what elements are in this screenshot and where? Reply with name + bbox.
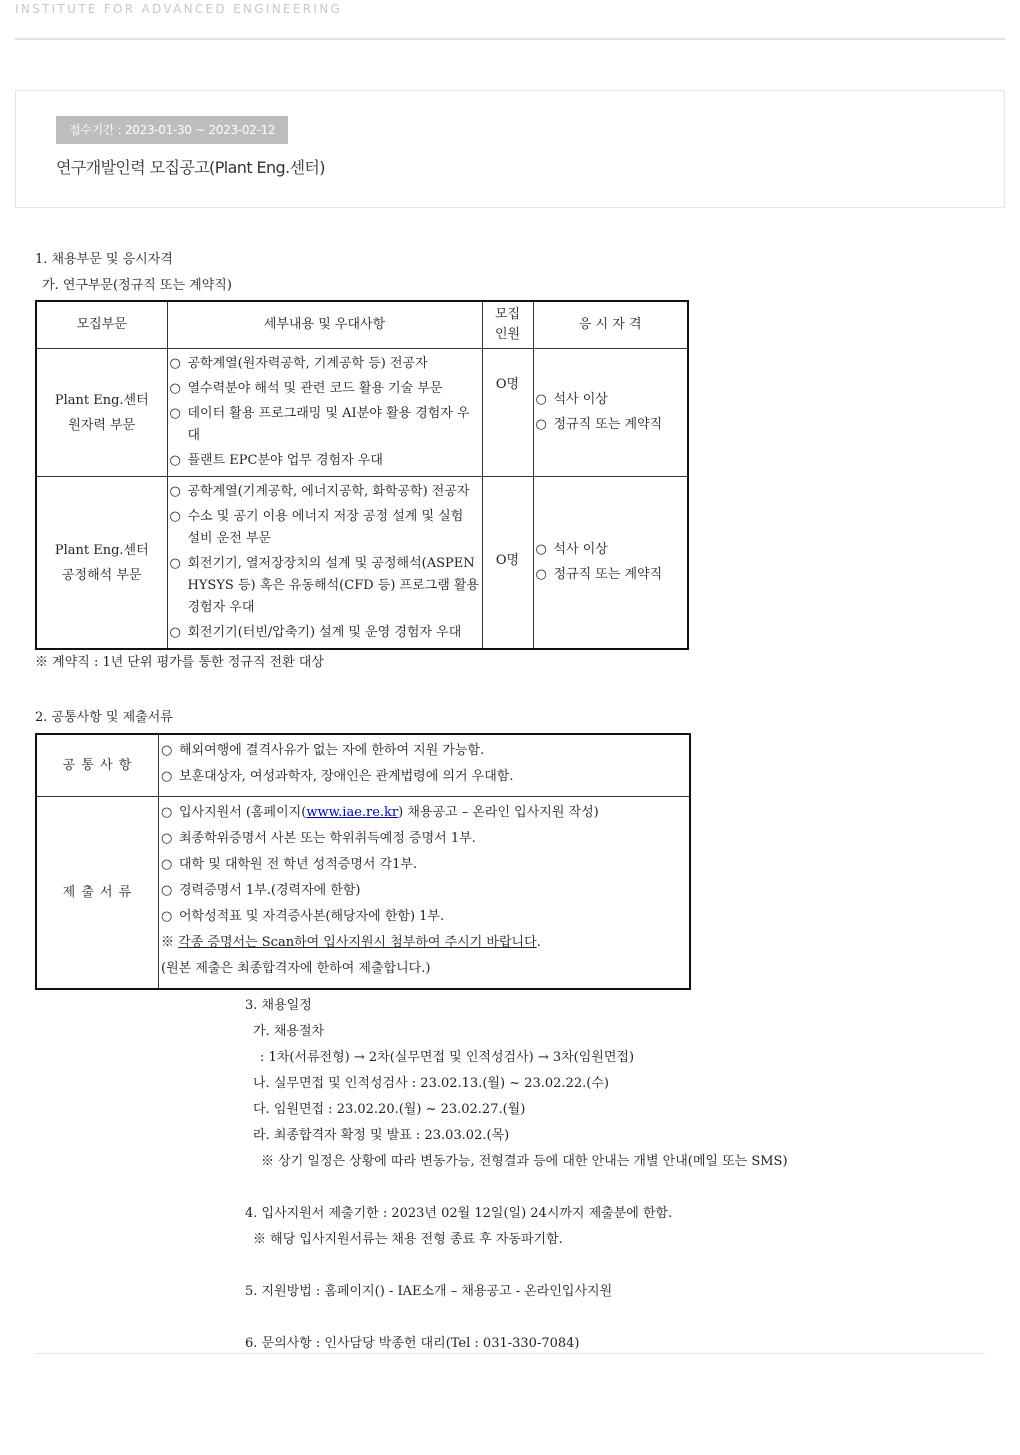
section2-title: 2. 공통사항 및 제출서류 [35,710,173,725]
section4-title: 4. 입사지원서 제출기한 : 2023년 02월 12일(일) 24시까지 제출분에 한함. [245,1206,673,1221]
recruitment-table [35,300,689,650]
detail-item: ○ 공학계열(기계공학, 에너지공학, 화학공학) 전공자 [169,484,470,499]
common-item: ○ 보훈대상자, 여성과학자, 장애인은 관계법령에 의거 우대함. [161,769,514,784]
detail-item: ○ 데이터 활용 프로그래밍 및 AI분야 활용 경험자 우대 [169,406,470,443]
section6-title: 6. 문의사항 : 인사담당 박종헌 대리(Tel : 031-330-7084) [245,1336,580,1351]
doc-item: ○ 입사지원서 (홈페이지(www.iae.re.kr) 채용공고 – 온라인 입사지원 작성) [161,805,599,820]
doc-item: ○ 경력증명서 1부.(경력자에 한함) [161,883,361,898]
table-row [36,349,688,477]
schedule-interview: 나. 실무면접 및 인적성검사 : 23.02.13.(월) ~ 23.02.22.(수) [253,1076,609,1091]
count-cell: O명 [482,349,533,477]
doc-item: ○ 대학 및 대학원 전 학년 성적증명서 각1부. [161,857,418,872]
header-count-line1: 모집 [494,307,521,322]
dept-division: 원자력 부문 [68,417,136,433]
common-items [159,734,691,797]
common-item: ○ 해외여행에 결격사유가 없는 자에 한하여 지원 가능함. [161,743,485,758]
header-qual: 응 시 자 격 [533,301,688,349]
requirements-table [35,733,691,990]
qual-cell [533,349,688,477]
notice-title: 연구개발인력 모집공고(Plant Eng.센터) [56,158,325,177]
docs-label: 제 출 서 류 [36,797,159,990]
homepage-link[interactable]: www.iae.re.kr [306,805,399,820]
section3-title: 3. 채용일정 [245,998,312,1013]
detail-item: ○ 수소 및 공기 이용 에너지 저장 공정 설계 및 실험 설비 운전 부문 [169,509,464,546]
dept-division: 공정해석 부문 [62,567,142,583]
qual-item: ○ 정규직 또는 계약직 [535,417,663,432]
qual-cell [533,477,688,650]
table-row [36,734,690,797]
detail-item: ○ 플랜트 EPC분야 업무 경험자 우대 [169,453,383,468]
doc-item: ○ 최종학위증명서 사본 또는 학위취득예정 증명서 1부. [161,831,476,846]
detail-item: ○ 회전기기(터빈/압축기) 설계 및 운영 경험자 우대 [169,625,462,640]
count-cell: O명 [482,477,533,650]
footer-divider [35,1353,985,1354]
header-count-line2: 인원 [494,327,521,342]
docs-original-note: (원본 제출은 최종합격자에 한하여 제출합니다.) [161,961,431,976]
institute-name: INSTITUTE FOR ADVANCED ENGINEERING [15,2,343,16]
table-header-row [36,301,688,349]
qual-item: ○ 정규직 또는 계약직 [535,567,663,582]
contract-note: ※ 계약직 : 1년 단위 평가를 통한 정규직 전환 대상 [35,655,324,670]
header-divider [15,38,1005,40]
section4-note: ※ 해당 입사지원서류는 채용 전형 종료 후 자동파기함. [253,1232,563,1247]
docs-scan-note: ※ 각종 증명서는 Scan하여 입사지원시 첨부하여 주시기 바랍니다. [161,935,541,950]
header-count [482,301,533,349]
schedule-process-detail: : 1차(서류전형) → 2차(실무면접 및 인적성검사) → 3차(임원면접) [260,1050,635,1065]
dept-center: Plant Eng.센터 [54,392,149,408]
header-detail: 세부내용 및 우대사항 [167,301,482,349]
schedule-exec-interview: 다. 임원면접 : 23.02.20.(월) ~ 23.02.27.(월) [253,1102,526,1117]
notice-header [15,90,1005,208]
qual-item: ○ 석사 이상 [535,392,608,407]
table-row [36,477,688,650]
section1-title: 1. 채용부문 및 응시자격 [35,252,173,267]
detail-item: ○ 공학계열(원자력공학, 기계공학 등) 전공자 [169,356,428,371]
doc-item: ○ 어학성적표 및 자격증사본(해당자에 한함) 1부. [161,909,445,924]
schedule-section [245,993,788,1357]
application-period-badge: 접수기간 : 2023-01-30 ~ 2023-02-12 [56,116,288,144]
detail-cell [167,477,482,650]
detail-cell [167,349,482,477]
notice-body [35,250,995,990]
schedule-announcement: 라. 최종합격자 확정 및 발표 : 23.03.02.(목) [253,1128,510,1143]
qual-item: ○ 석사 이상 [535,542,608,557]
dept-cell [36,477,167,650]
detail-item: ○ 회전기기, 열저장장치의 설계 및 공정해석(ASPEN HYSYS 등) 혹은 유동해석(CFD 등) 프로그램 활용 경험자 우대 [169,556,480,615]
common-label: 공 통 사 항 [36,734,159,797]
detail-item: ○ 열수력분야 해석 및 관련 코드 활용 기술 부문 [169,381,443,396]
docs-items [159,797,691,990]
schedule-process: 가. 채용절차 [253,1024,325,1039]
section5-title: 5. 지원방법 : 홈페이지() - IAE소개 – 채용공고 - 온라인입사지원 [245,1284,613,1299]
schedule-note: ※ 상기 일정은 상황에 따라 변동가능, 전형결과 등에 대한 안내는 개별 안내(메일 또는 SMS) [261,1154,788,1169]
table-row [36,797,690,990]
dept-cell [36,349,167,477]
section1-subtitle: 가. 연구부문(정규직 또는 계약직) [42,278,232,293]
dept-center: Plant Eng.센터 [54,542,149,558]
header-dept: 모집부문 [36,301,167,349]
